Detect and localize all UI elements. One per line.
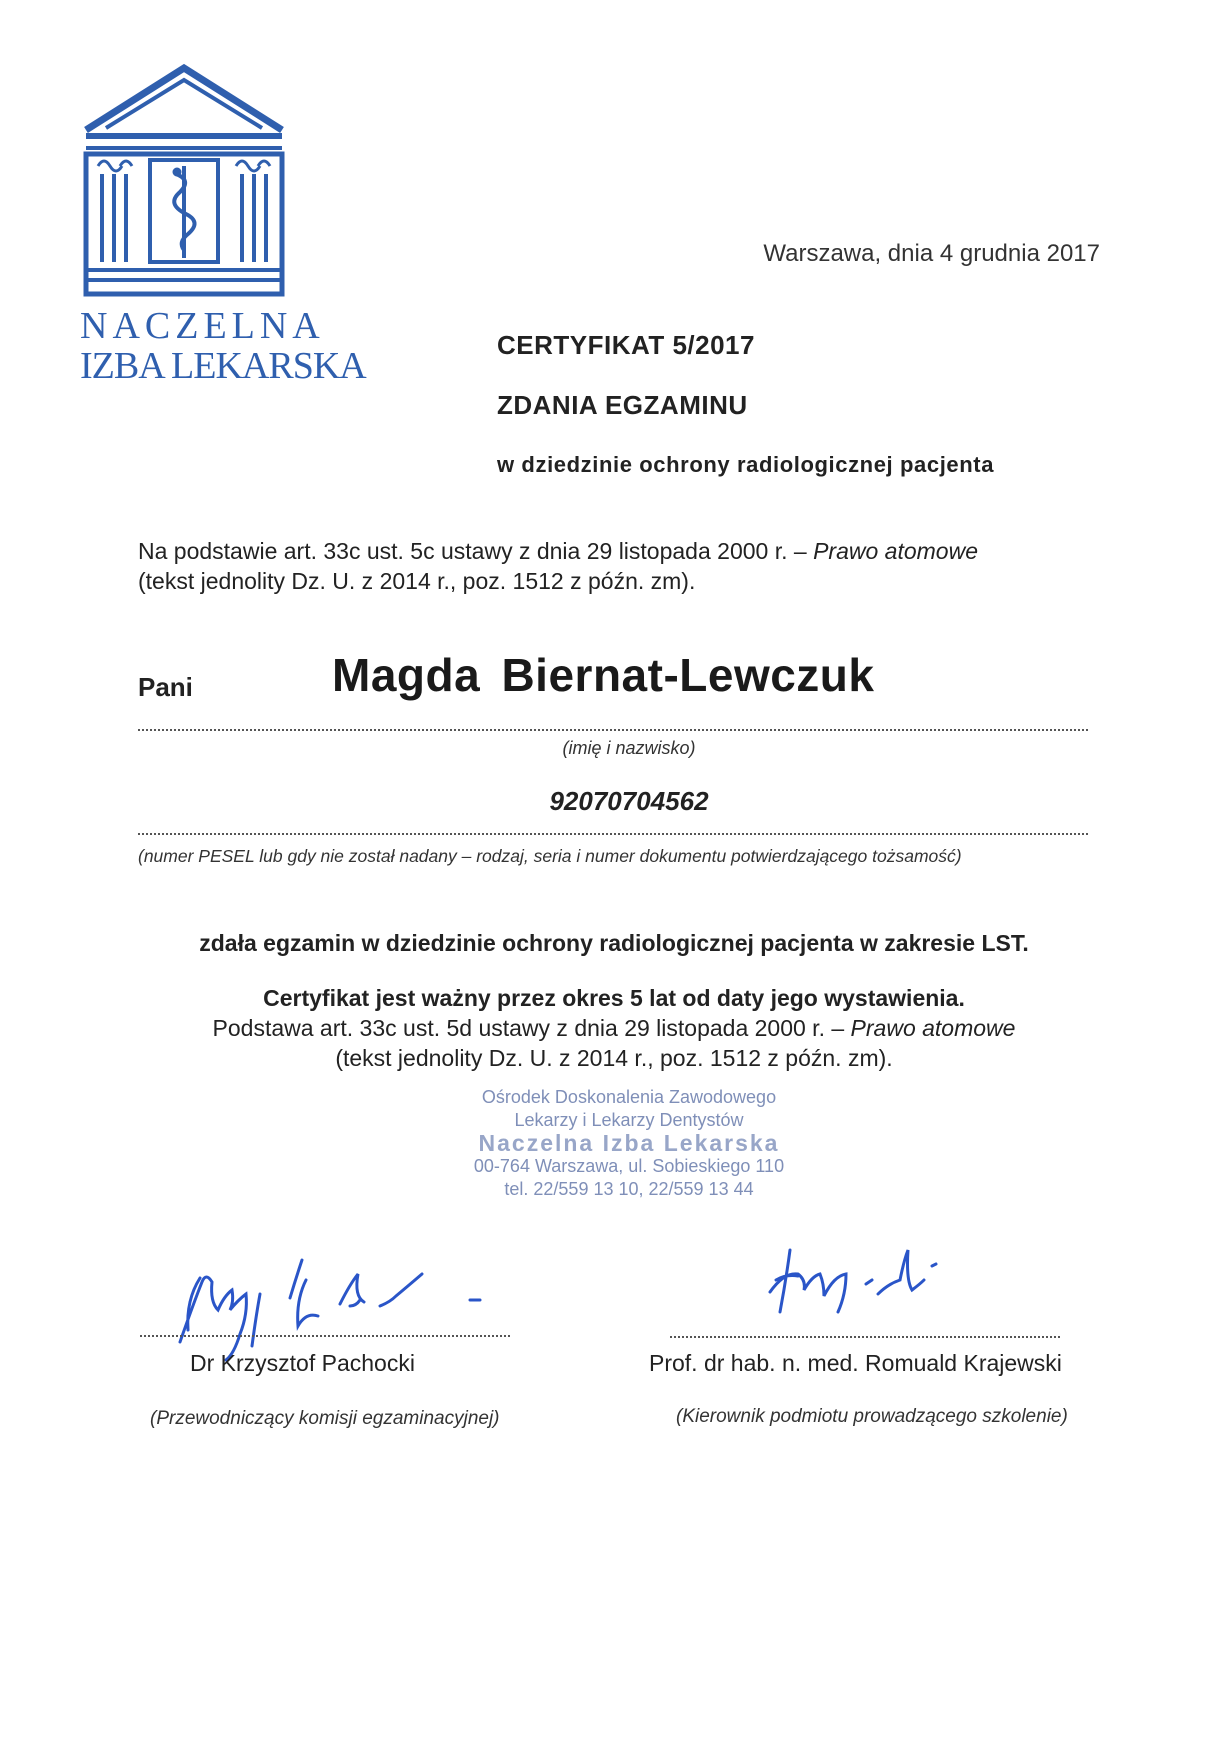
left-signatory-name: Dr Krzysztof Pachocki <box>190 1350 415 1376</box>
legal-basis <box>138 536 1098 596</box>
stamp-line3: Naczelna Izba Lekarska <box>478 1130 780 1156</box>
stamp-line5: tel. 22/559 13 10, 22/559 13 44 <box>504 1179 754 1199</box>
right-signature-line <box>670 1336 1060 1338</box>
certificate-field: w dziedzinie ochrony radiologicznej pacjenta <box>497 452 995 477</box>
validity-basis-act-name: Prawo atomowe <box>850 1015 1016 1041</box>
stamp-line1: Ośrodek Doskonalenia Zawodowego <box>481 1087 777 1107</box>
name-dotted-line <box>138 729 1088 731</box>
pesel-caption: (numer PESEL lub gdy nie został nadany – rodzaj, seria i numer dokumentu potwierdzającego tożsamość) <box>138 846 962 866</box>
exam-result-statement: zdała egzamin w dziedzinie ochrony radiologicznej pacjenta w zakresie LST. <box>199 930 1029 956</box>
salutation: Pani <box>138 672 193 702</box>
validity-basis <box>0 1015 1228 1042</box>
right-signature <box>756 1240 956 1330</box>
recipient-name: Magda Biernat-Lewczuk <box>332 649 875 701</box>
left-signature-line <box>140 1335 510 1337</box>
temple-caduceus-icon <box>80 62 288 302</box>
right-signatory-name: Prof. dr hab. n. med. Romuald Krajewski <box>649 1350 1062 1376</box>
left-signatory-role: (Przewodniczący komisji egzaminacyjnej) <box>150 1408 500 1429</box>
logo-text-line2: IZBA LEKARSKA <box>80 345 366 387</box>
legal-basis-act-name: Prawo atomowe <box>813 538 978 564</box>
stamp-line2: Lekarzy i Lekarzy Dentystów <box>514 1110 744 1130</box>
name-caption: (imię i nazwisko) <box>562 738 696 758</box>
institution-stamp <box>0 1086 1228 1201</box>
validity-statement: Certyfikat jest ważny przez okres 5 lat od daty jego wystawienia. <box>263 985 965 1011</box>
pesel-number: 92070704562 <box>549 786 709 816</box>
right-signatory-role: (Kierownik podmiotu prowadzącego szkolenie) <box>676 1406 1068 1427</box>
left-signature <box>170 1250 530 1360</box>
certificate-title: CERTYFIKAT 5/2017 <box>497 330 755 360</box>
validity-basis-text: Podstawa art. 33c ust. 5d ustawy z dnia 29 listopada 2000 r. – <box>212 1015 851 1041</box>
stamp-line4: 00-764 Warszawa, ul. Sobieskiego 110 <box>473 1156 785 1176</box>
legal-basis-line2: (tekst jednolity Dz. U. z 2014 r., poz. 1512 z późn. zm). <box>138 568 696 594</box>
legal-basis-text: Na podstawie art. 33c ust. 5c ustawy z dnia 29 listopada 2000 r. – <box>138 538 814 564</box>
organization-logo <box>80 62 366 387</box>
place-date: Warszawa, dnia 4 grudnia 2017 <box>763 240 1100 267</box>
validity-basis-line2: (tekst jednolity Dz. U. z 2014 r., poz. 1512 z późn. zm). <box>335 1045 893 1071</box>
logo-text-line1: NACZELNA <box>80 305 325 347</box>
certificate-subtitle: ZDANIA EGZAMINU <box>497 390 748 420</box>
pesel-dotted-line <box>138 833 1088 835</box>
